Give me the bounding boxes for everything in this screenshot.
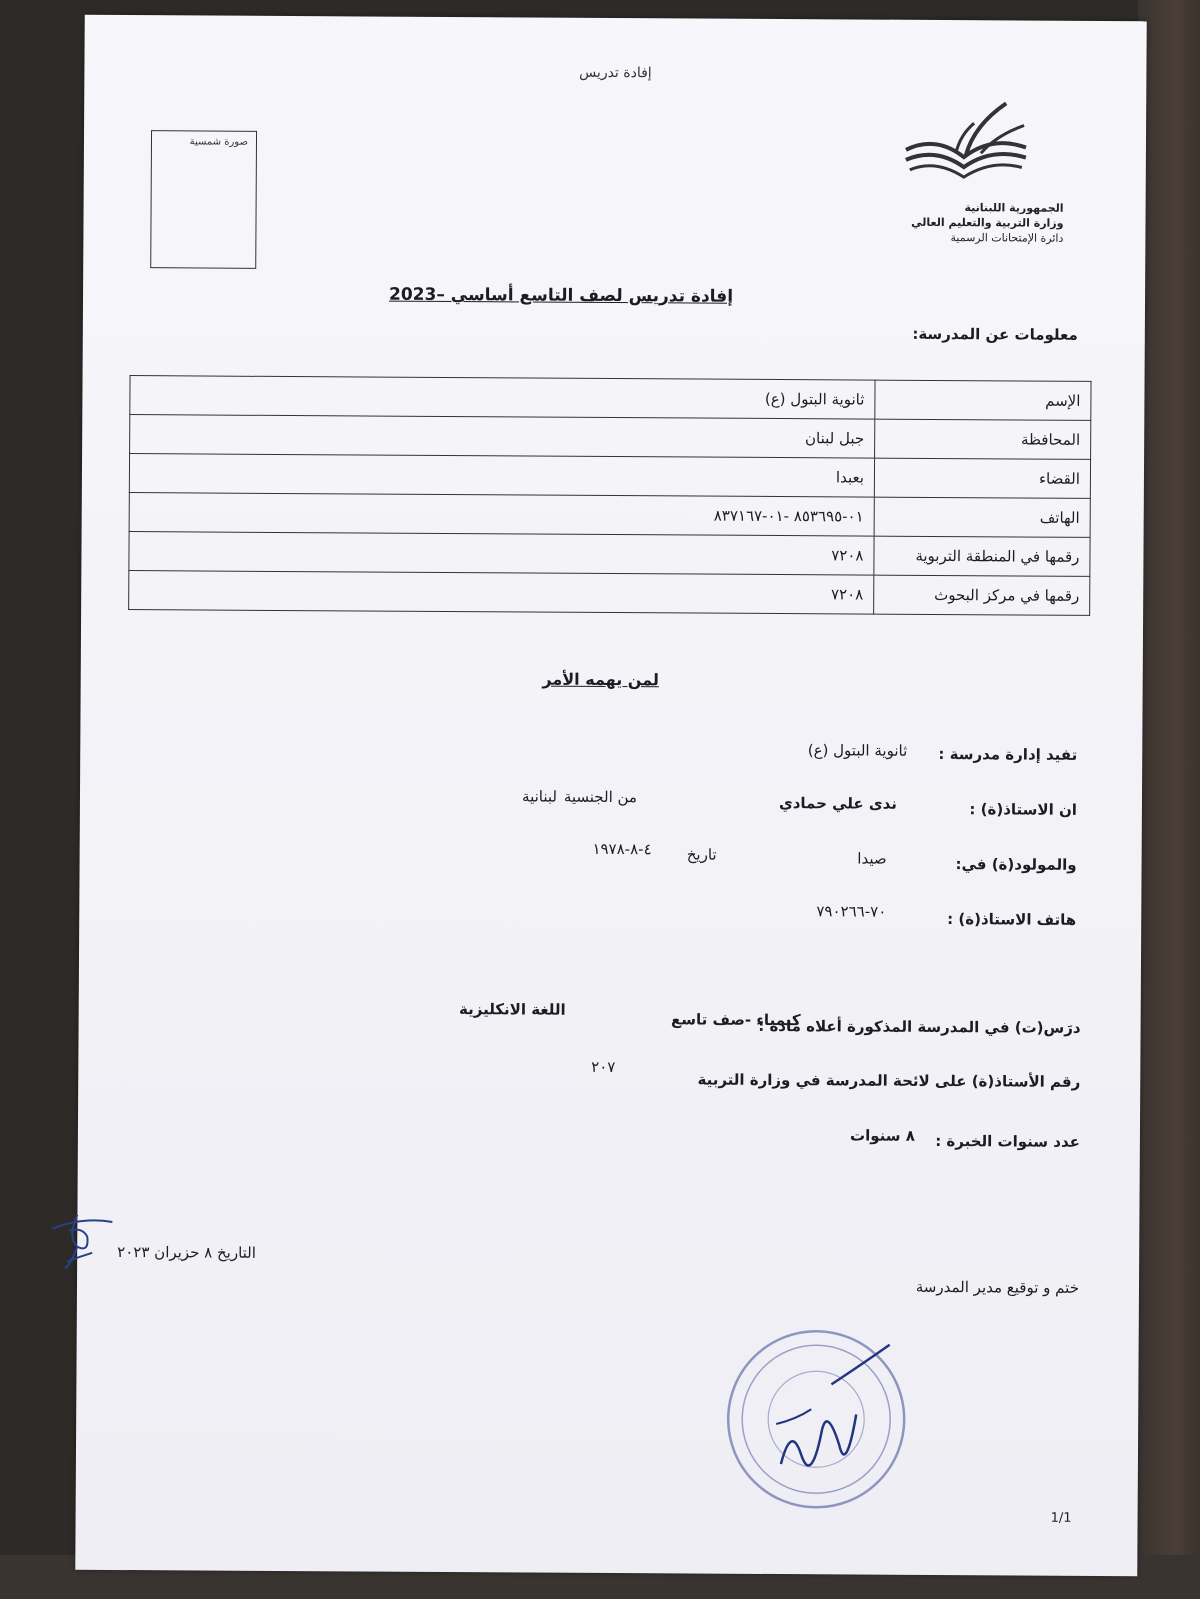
ministry-line-2: وزارة التربية والتعليم العالي	[911, 215, 1064, 230]
school-info-label: القضاء	[874, 458, 1090, 498]
school-info-label: رقمها في المنطقة التربوية	[874, 536, 1090, 576]
certificate-title: إفادة تدريس لصف التاسع أساسي –2023	[388, 284, 734, 307]
photo-label: صورة شمسية	[189, 136, 249, 148]
school-info-label: الإسم	[875, 380, 1091, 420]
nationality-label: من الجنسية	[563, 787, 638, 807]
birth-place: صيدا	[857, 849, 887, 868]
language-value: اللغة الانكليزية	[458, 1000, 566, 1019]
experience-label: عدد سنوات الخبرة :	[935, 1131, 1080, 1151]
birth-label: والمولود(ة) في:	[955, 855, 1077, 874]
handwritten-initials-icon	[47, 1207, 122, 1277]
school-info-row	[129, 493, 1090, 538]
school-info-heading: معلومات عن المدرسة:	[912, 324, 1078, 344]
ministry-logo-icon	[896, 95, 1037, 206]
photo-placeholder	[150, 130, 257, 269]
school-info-label: المحافظة	[875, 419, 1091, 459]
stamp-signature-label: ختم و توقيع مدير المدرسة	[915, 1277, 1080, 1297]
list-number-value: ٢٠٧	[591, 1057, 616, 1077]
to-whom-heading: لمن يهمه الأمر	[542, 669, 660, 690]
ministry-line-1: الجمهورية اللبنانية	[964, 201, 1064, 215]
school-info-table	[128, 375, 1091, 616]
school-label: تفيد إدارة مدرسة :	[938, 744, 1078, 764]
document-page	[75, 15, 1146, 1576]
school-info-row	[129, 532, 1090, 577]
issue-date: التاريخ ٨ حزيران ٢٠٢٣	[117, 1242, 257, 1262]
birth-date: ٤-٨-١٩٧٨	[592, 839, 652, 859]
birth-date-label: تاريخ	[686, 845, 717, 864]
background-desk-right	[1138, 0, 1200, 1599]
school-info-row	[130, 376, 1091, 421]
school-info-value: جبل لبنان	[130, 415, 875, 459]
school-info-label: الهاتف	[874, 497, 1090, 537]
page-number: 1/1	[1050, 1510, 1072, 1526]
school-info-value: ٠١-٨٥٣٦٩٥ -٠١-٨٣٧١٦٧	[129, 493, 874, 537]
school-stamp-icon	[721, 1324, 912, 1515]
experience-value: ٨ سنوات	[849, 1126, 915, 1145]
phone-value: ٧٠-٧٩٠٢٦٦	[816, 902, 887, 921]
school-info-row	[129, 571, 1090, 616]
school-info-value: ٧٢٠٨	[129, 571, 874, 615]
document-header-title: إفادة تدريس	[579, 64, 652, 82]
school-info-row	[130, 415, 1091, 460]
teacher-label: ان الاستاذ(ة) :	[969, 800, 1077, 819]
ministry-name	[873, 200, 1063, 246]
teacher-name: ندى علي حمادي	[778, 794, 898, 813]
school-info-label: رقمها في مركز البحوث	[874, 575, 1090, 615]
subject-value: كيمياء -صف تاسع	[670, 1010, 801, 1030]
phone-label: هاتف الاستاذ(ة) :	[947, 910, 1077, 929]
taught-label: درَس(ت) في المدرسة المذكورة أعلاه مادة :	[758, 1016, 1081, 1037]
school-value: ثانوية البتول (ع)	[807, 741, 908, 760]
ministry-line-3: دائرة الإمتحانات الرسمية	[950, 231, 1064, 245]
school-info-value: ٧٢٠٨	[129, 532, 874, 576]
list-number-label: رقم الأستاذ(ة) على لائحة المدرسة في وزارة التربية	[697, 1070, 1081, 1091]
school-info-value: بعبدا	[129, 454, 874, 498]
nationality-value: لبنانية	[522, 787, 558, 806]
school-info-row	[129, 454, 1090, 499]
school-info-value: ثانوية البتول (ع)	[130, 376, 875, 420]
